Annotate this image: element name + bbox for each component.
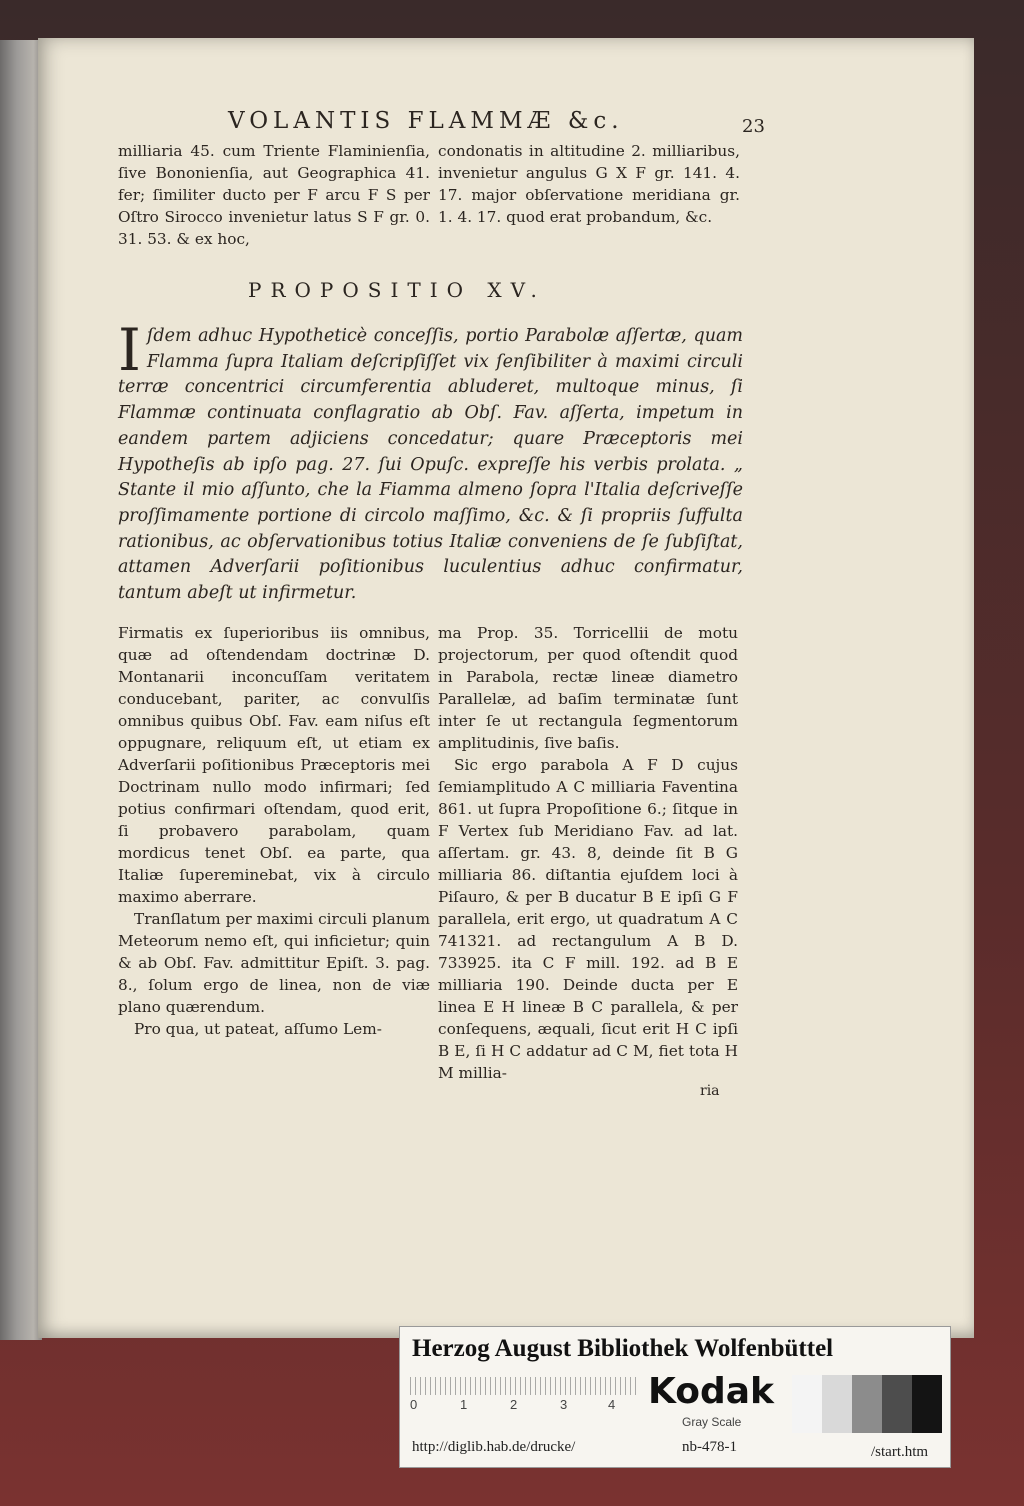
kodak-logo: Kodak [648,1371,774,1412]
ruler-number: 1 [460,1397,468,1412]
bottom-right-column [438,622,738,1084]
bottom-left-column [118,622,430,1040]
gray-patch [852,1375,882,1433]
left-paragraph: Tranſlatum per maximi circuli planum Meteorum nemo eſt, qui inficietur; quin & ab Obſ. Fav. admittitur Epiſt. 3. pag. 8., ſolum ergo de linea, non de viæ plano quærendum. [118,910,430,1016]
gray-scale-label: Gray Scale [682,1415,742,1429]
left-paragraph: Firmatis ex ſuperioribus iis omnibus, quæ ad oſtendendam doctrinæ D. Montanarii inconcuſſam veritatem conducebant, pariter, ac convulſis omnibus quibus Obſ. Fav. eam niſus eſt oppugnare, reliquum eſt, ut etiam ex Adverſarii poſitionibus Præceptoris mei Doctrinam nullo modo infirmari; ſed potius confirmari oſtendam, quod erit, ſi probavero parabolam, quam mordicus tenet Obſ. ea parte, qua Italiæ ſupereminebat, vix à circulo maximo aberrare. [118,624,430,906]
start-link-text: /start.htm [871,1444,929,1460]
library-title: Herzog August Bibliothek Wolfenbüttel [412,1335,834,1362]
proposition-heading: PROPOSITIO XV. [248,278,546,302]
ruler-number: 0 [410,1397,418,1412]
right-paragraph: Sic ergo parabola A F D cujus ſemiamplitudo A C milliaria Faventina 861. ut ſupra Propoſitione 6.; ſitque in F Vertex ſub Meridiano Fav. ad lat. aſſertam. gr. 43. 8, deinde ſit B G milliaria 86. diſtantia ejuſdem loci à Piſauro, & per B ducatur B E ipſi G F parallela, erit ergo, ut quadratum A C 741321. ad rectangulum A B D. 733925. ita C F mill. 192. ad B E milliaria 190. Deinde ducta per E linea E H lineæ B C parallela, & per conſequens, æquali, ſicut erit H C ipſi B E, ſi H C addatur ad C M, fiet tota H M millia- [438,756,738,1082]
library-url: http://diglib.hab.de/drucke/ [412,1439,576,1455]
top-right-column [438,140,740,228]
top-left-column [118,140,430,250]
gray-patches [792,1375,942,1433]
kodak-color-strip [399,1326,951,1468]
gray-patch [822,1375,852,1433]
running-head: VOLANTIS FLAMMÆ &c. [228,108,624,134]
right-paragraph: ma Prop. 35. Torricellii de motu projectorum, per quod oſtendit quod in Parabola, rectæ lineæ diametro Parallelæ, ad baſim terminatæ ſunt inter ſe ut rectangula ſegmentorum amplitudinis, ſive baſis. [438,624,738,752]
gray-patch [792,1375,822,1433]
ruler-number: 3 [560,1397,568,1412]
gray-patch [882,1375,912,1433]
book-spine [0,40,42,1340]
catchword: ria [700,1083,720,1099]
ruler-number: 2 [510,1397,518,1412]
proposition-text: ſdem adhuc Hypotheticè conceſſis, portio Parabolæ aſſertæ, quam Flamma ſupra Italiam deſcripſiſſet vix ſenſibiliter à maximi circuli terræ concentrici circumferentia abluderet, multoque minus, ſi Flammæ continuata conflagratio ab Obſ. Fav. aſſerta, impetum in eandem partem adjiciens concedatur; quare Præceptoris mei Hypotheſis ab ipſo pag. 27. ſui Opuſc. expreſſe his verbis prolata. „ Stante il mio aſſunto, che la Fiamma almeno ſopra l'Italia deſcriveſſe proſſimamente portione di circolo maſſimo, &c. & ſi propriis ſuffulta rationibus, ac obſervationibus totius Italiæ conveniens de ſe ſubſiſtat, attamen Adverſarii poſitionibus luculentius adhuc confirmatur, tantum abeſt ut infirmetur. [118,326,743,604]
page-number: 23 [742,116,765,137]
top-left-text: milliaria 45. cum Triente Flaminienſia, ſive Bononienſia, aut Geographica 41. fer; ſimiliter ducto per F arcu F S per Oſtro Sirocco invenietur latus S F gr. 0. 31. 53. & ex hoc, [118,142,430,248]
gray-patch [912,1375,942,1433]
ruler-number: 4 [608,1397,616,1412]
shelfmark: nb-478-1 [682,1439,737,1455]
ruler-scale [410,1377,640,1395]
left-paragraph: Pro qua, ut pateat, aſſumo Lem- [134,1020,382,1038]
proposition-statement [118,316,743,607]
top-right-text: condonatis in altitudine 2. milliaribus, invenietur angulus G X F gr. 141. 4. 17. major obſervatione meridiana gr. 1. 4. 17. quod erat probandum, &c. [438,142,740,226]
drop-cap: I [118,316,141,384]
